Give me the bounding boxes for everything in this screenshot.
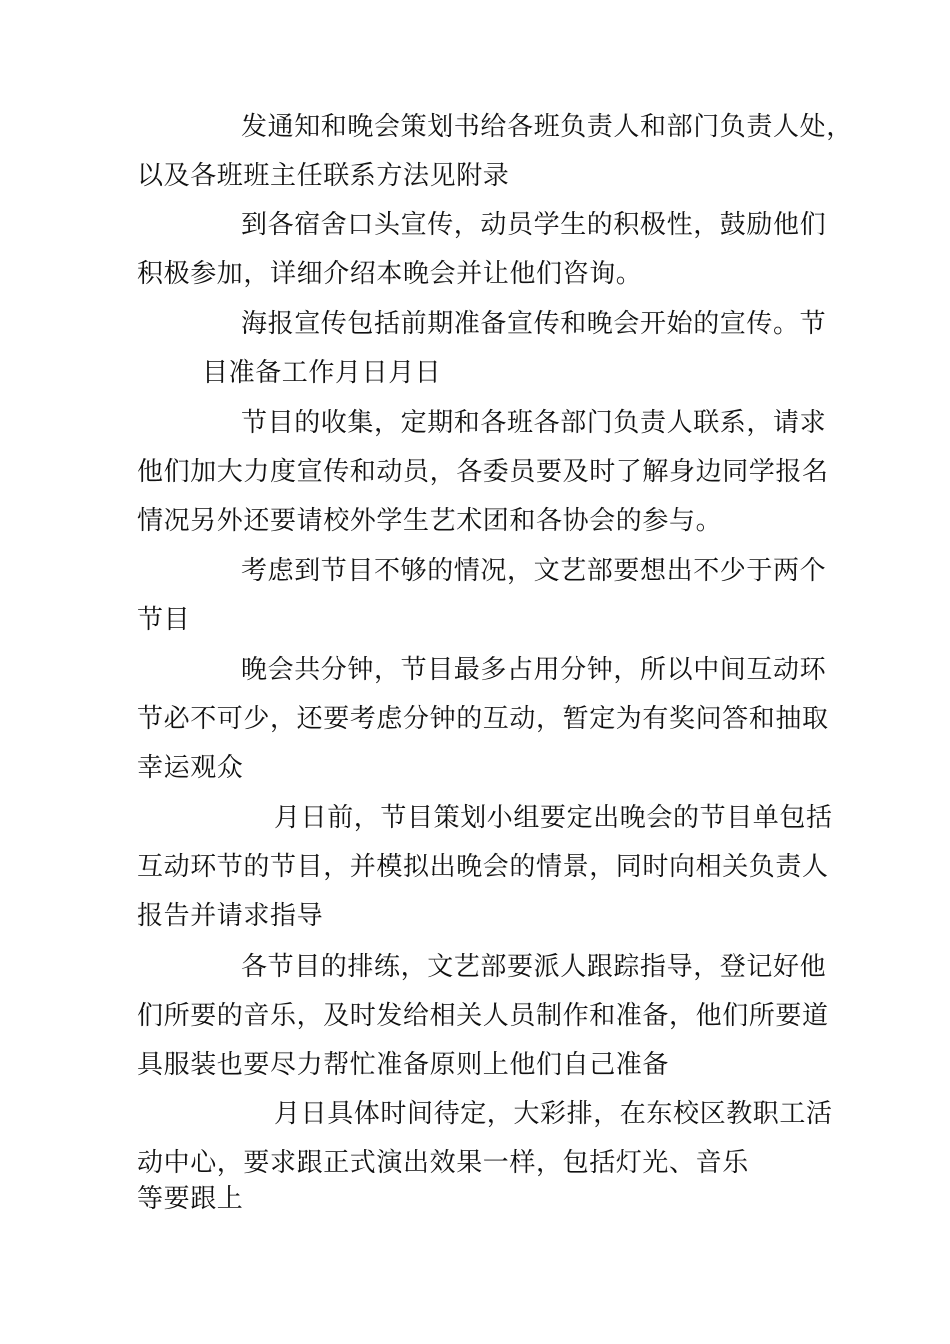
paragraph-line: 各节目的排练，文艺部要派人跟踪指导，登记好他 xyxy=(241,952,827,982)
paragraph-line: 节必不可少，还要考虑分钟的互动，暂定为有奖问答和抽取 xyxy=(137,704,829,734)
paragraph-line: 们所要的音乐，及时发给相关人员制作和准备，他们所要道 xyxy=(137,1001,829,1031)
paragraph-line: 月日前，节目策划小组要定出晚会的节目单包括 xyxy=(274,803,833,833)
paragraph-line: 海报宣传包括前期准备宣传和晚会开始的宣传。节 xyxy=(241,309,827,339)
paragraph-line: 以及各班班主任联系方法见附录 xyxy=(137,161,510,191)
paragraph-line: 报告并请求指导 xyxy=(137,901,324,931)
paragraph-line: 到各宿舍口头宣传，动员学生的积极性，鼓励他们 xyxy=(241,210,827,240)
paragraph-line: 互动环节的节目，并模拟出晚会的情景，同时向相关负责人 xyxy=(137,852,829,882)
paragraph-line: 他们加大力度宣传和动员，各委员要及时了解身边同学报名 xyxy=(137,457,829,487)
paragraph-line: 等要跟上 xyxy=(137,1184,244,1214)
paragraph-line: 情况另外还要请校外学生艺术团和各协会的参与。 xyxy=(137,506,723,536)
paragraph-line: 发通知和晚会策划书给各班负责人和部门负责人处， xyxy=(241,112,853,142)
paragraph-line: 幸运观众 xyxy=(137,753,244,783)
paragraph-line: 节目的收集，定期和各班各部门负责人联系，请求 xyxy=(241,408,827,438)
paragraph-line: 具服装也要尽力帮忙准备原则上他们自己准备 xyxy=(137,1050,670,1080)
paragraph-line: 动中心，要求跟正式演出效果一样，包括灯光、音乐 xyxy=(137,1148,749,1178)
paragraph-line: 节目 xyxy=(137,605,191,635)
paragraph-line: 积极参加，详细介绍本晚会并让他们咨询。 xyxy=(137,259,643,289)
paragraph-line: 考虑到节目不够的情况，文艺部要想出不少于两个 xyxy=(241,556,827,586)
paragraph-line: 晚会共分钟，节目最多占用分钟，所以中间互动环 xyxy=(241,655,827,685)
paragraph-line: 目准备工作月日月日 xyxy=(202,358,442,388)
paragraph-line: 月日具体时间待定，大彩排，在东校区教职工活 xyxy=(274,1099,833,1129)
